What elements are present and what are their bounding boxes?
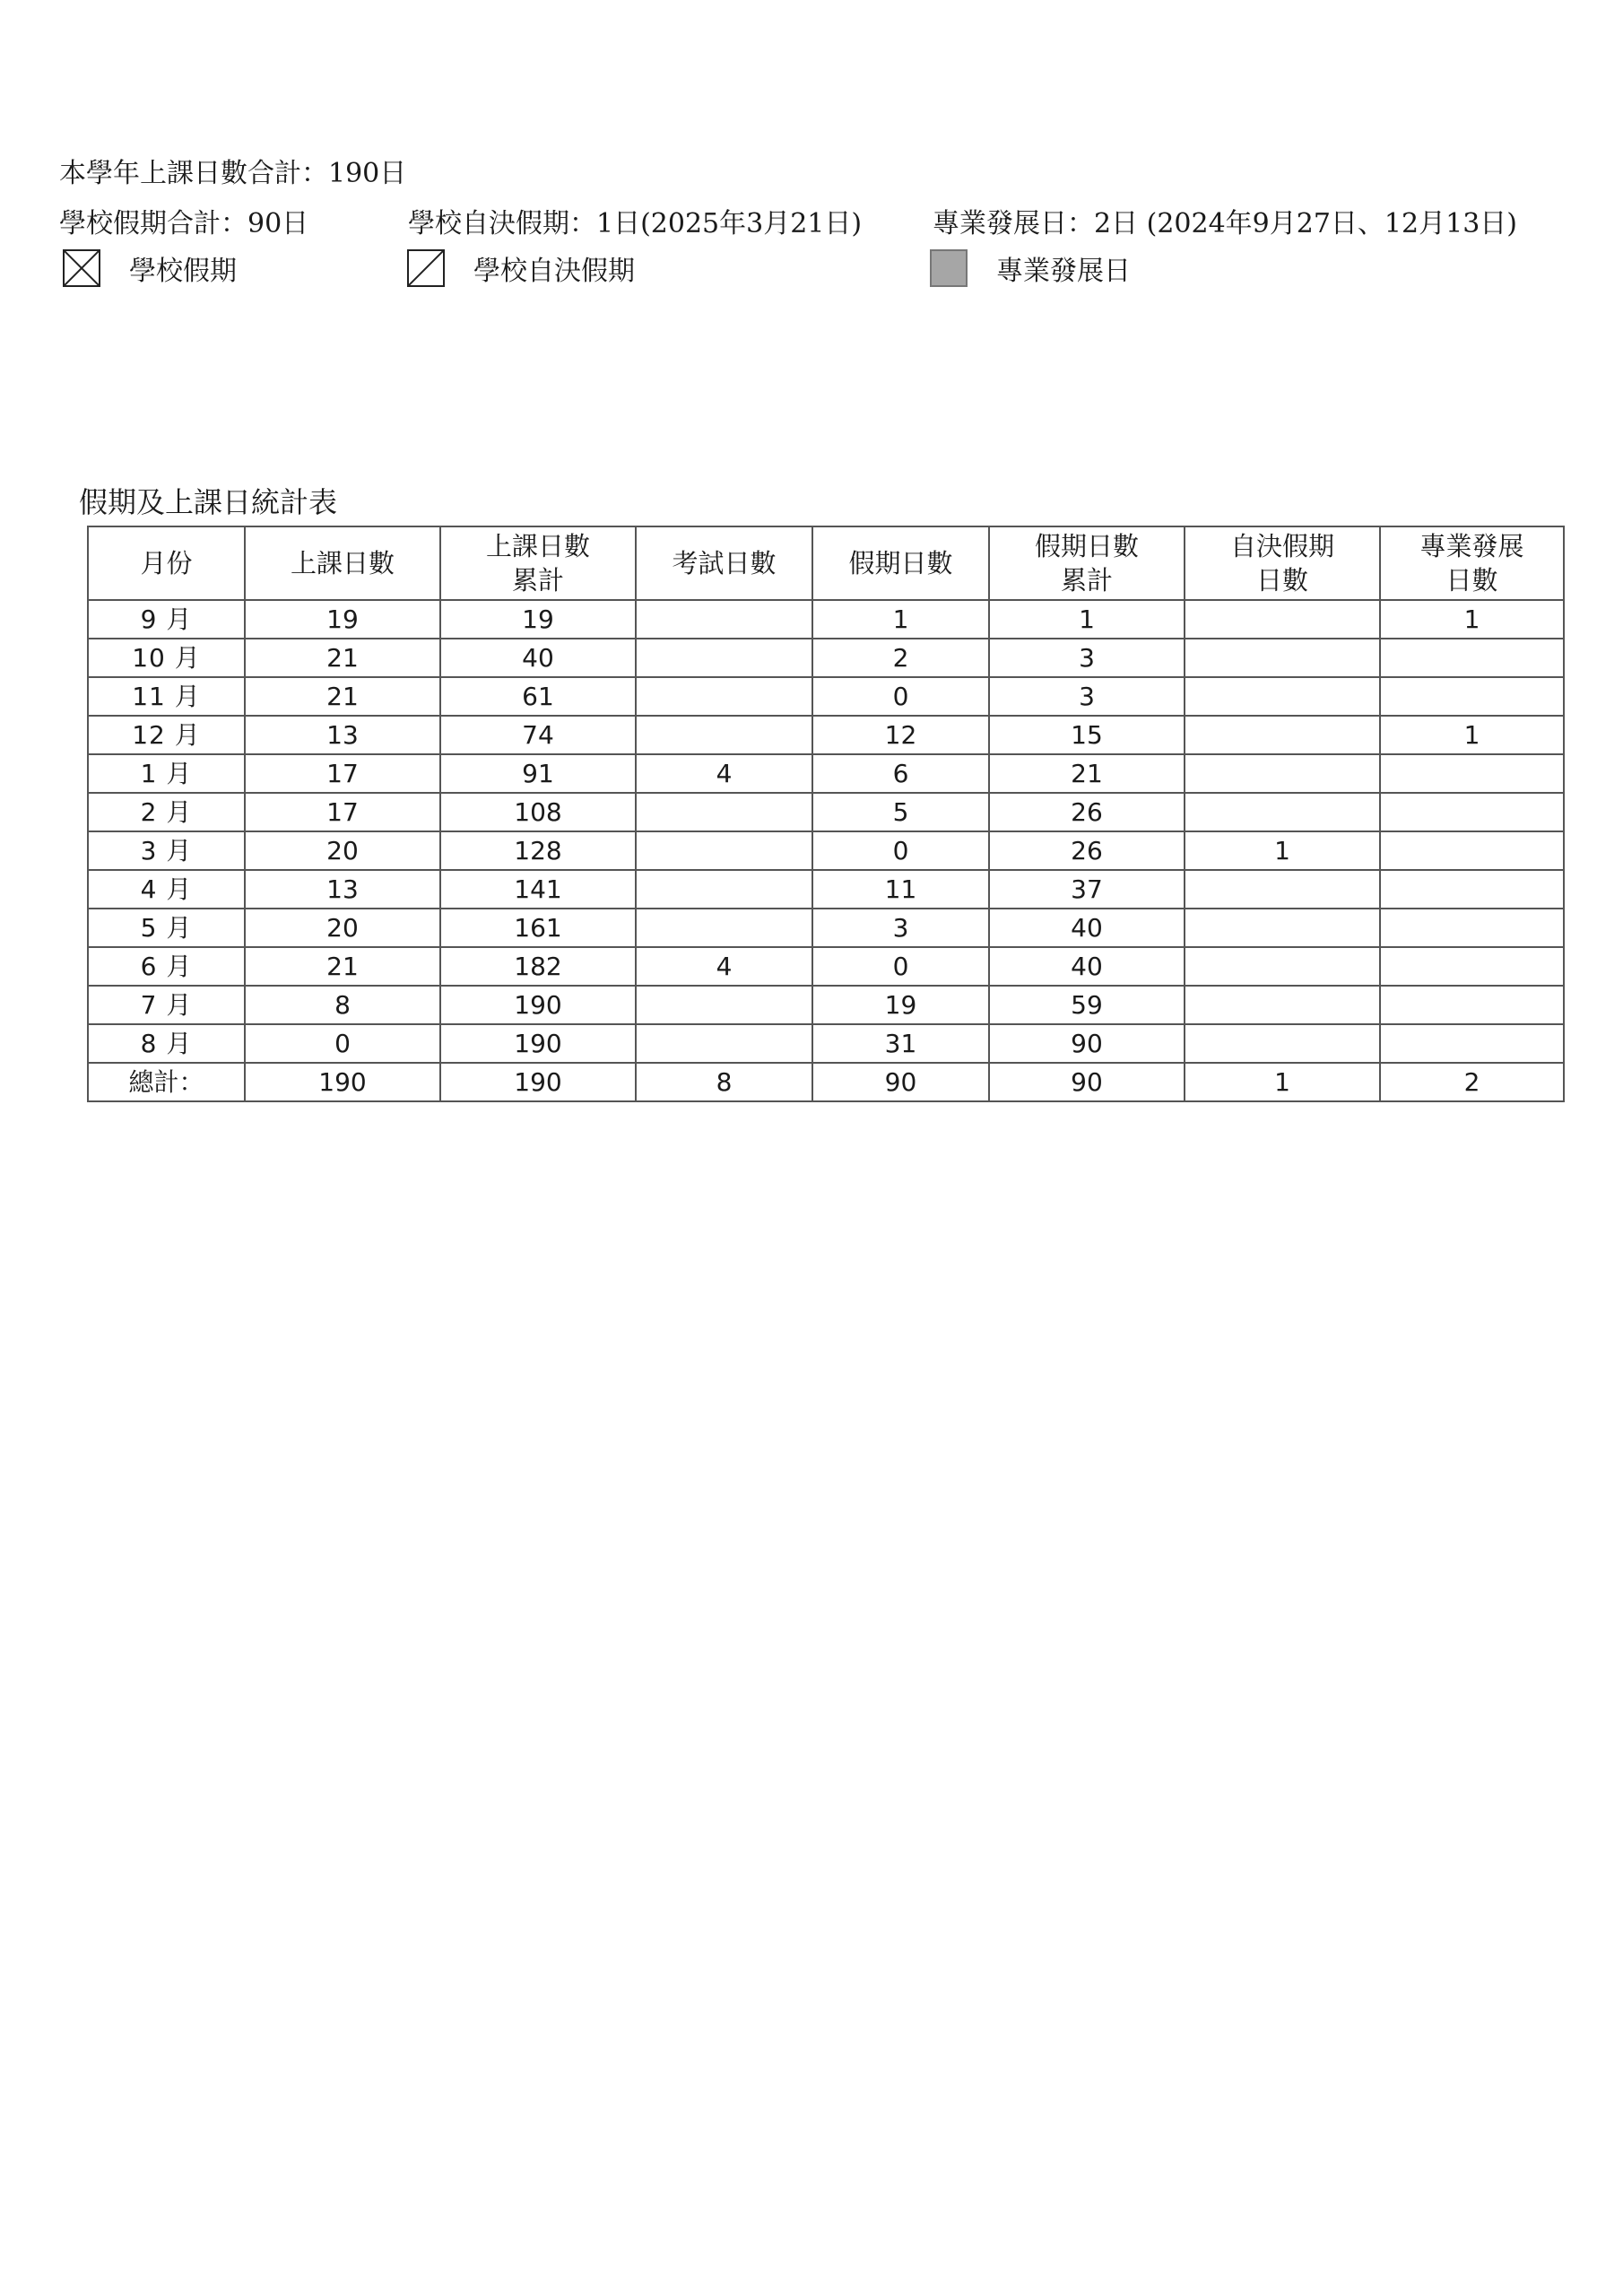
table-cell-month: 2 月	[88, 793, 245, 831]
column-header-school-days	[245, 526, 440, 600]
table-cell-exam-days: 4	[636, 754, 812, 793]
holiday-school-day-stats-table	[87, 526, 1565, 1102]
table-cell-holiday-days-cumulative: 26	[989, 793, 1185, 831]
table-cell-holiday-days-cumulative: 3	[989, 677, 1185, 716]
legend-discretionary-holiday-label: 學校自決假期	[473, 256, 635, 287]
table-cell-holiday-days-cumulative: 26	[989, 831, 1185, 870]
table-cell-pd-days	[1380, 947, 1564, 986]
table-header-row	[88, 526, 1564, 600]
total-cell-exam-days: 8	[636, 1063, 812, 1101]
table-total-row	[88, 1063, 1564, 1101]
table-cell-month: 10 月	[88, 639, 245, 677]
table-cell-holiday-days: 31	[812, 1024, 989, 1063]
table-cell-school-days-cumulative: 40	[440, 639, 636, 677]
table-cell-exam-days	[636, 793, 812, 831]
legend-discretionary-holiday	[407, 248, 635, 289]
table-cell-holiday-days-cumulative: 59	[989, 986, 1185, 1024]
table-cell-school-days-cumulative: 91	[440, 754, 636, 793]
column-header-line: 日數	[1255, 565, 1308, 596]
table-row	[88, 716, 1564, 754]
column-header-month	[88, 526, 245, 600]
table-cell-holiday-days: 0	[812, 831, 989, 870]
table-cell-month: 8 月	[88, 1024, 245, 1063]
table-row	[88, 677, 1564, 716]
table-cell-school-days: 17	[245, 754, 440, 793]
table-cell-exam-days	[636, 831, 812, 870]
table-cell-exam-days	[636, 716, 812, 754]
professional-development-total: 專業發展日：2日 (2024年9月27日、12月13日)	[933, 208, 1517, 239]
table-cell-holiday-days: 5	[812, 793, 989, 831]
table-row	[88, 986, 1564, 1024]
table-cell-school-days: 17	[245, 793, 440, 831]
column-header-line: 日數	[1445, 565, 1498, 596]
table-cell-exam-days	[636, 986, 812, 1024]
table-cell-month: 1 月	[88, 754, 245, 793]
table-cell-month: 5 月	[88, 909, 245, 947]
column-header-line: 上課日數	[485, 531, 590, 561]
table-cell-school-days: 0	[245, 1024, 440, 1063]
table-cell-discretionary-days	[1185, 639, 1380, 677]
column-header-pd-days	[1380, 526, 1564, 600]
total-cell-month: 總計：	[88, 1063, 245, 1101]
table-cell-discretionary-days	[1185, 909, 1380, 947]
table-cell-holiday-days-cumulative: 90	[989, 1024, 1185, 1063]
grey-box-icon	[930, 249, 968, 287]
total-cell-school-days-cumulative: 190	[440, 1063, 636, 1101]
column-header-discretionary-days	[1185, 526, 1380, 600]
table-cell-holiday-days: 12	[812, 716, 989, 754]
table-cell-exam-days	[636, 639, 812, 677]
column-header-line: 自決假期	[1229, 531, 1334, 561]
total-cell-holiday-days: 90	[812, 1063, 989, 1101]
table-cell-discretionary-days	[1185, 870, 1380, 909]
table-cell-holiday-days-cumulative: 21	[989, 754, 1185, 793]
table-cell-month: 4 月	[88, 870, 245, 909]
legend-school-holiday-label: 學校假期	[129, 256, 237, 287]
table-row	[88, 754, 1564, 793]
table-cell-discretionary-days	[1185, 677, 1380, 716]
table-cell-exam-days	[636, 677, 812, 716]
table-cell-holiday-days: 0	[812, 677, 989, 716]
table-cell-school-days-cumulative: 182	[440, 947, 636, 986]
table-cell-school-days-cumulative: 19	[440, 600, 636, 639]
column-header-line: 考試日數	[672, 548, 777, 578]
table-cell-discretionary-days	[1185, 793, 1380, 831]
table-cell-exam-days	[636, 600, 812, 639]
table-cell-discretionary-days	[1185, 716, 1380, 754]
table-cell-holiday-days: 3	[812, 909, 989, 947]
table-cell-holiday-days-cumulative: 40	[989, 947, 1185, 986]
table-cell-pd-days	[1380, 754, 1564, 793]
table-cell-pd-days	[1380, 870, 1564, 909]
table-cell-holiday-days-cumulative: 3	[989, 639, 1185, 677]
table-row	[88, 1024, 1564, 1063]
legend-professional-development	[930, 248, 1131, 289]
table-cell-school-days-cumulative: 61	[440, 677, 636, 716]
table-cell-school-days: 21	[245, 947, 440, 986]
table-cell-holiday-days-cumulative: 1	[989, 600, 1185, 639]
table-cell-pd-days	[1380, 677, 1564, 716]
table-cell-school-days: 20	[245, 909, 440, 947]
discretionary-holiday-total: 學校自決假期：1日(2025年3月21日)	[408, 208, 863, 239]
table-cell-pd-days	[1380, 639, 1564, 677]
table-cell-pd-days	[1380, 793, 1564, 831]
table-cell-month: 6 月	[88, 947, 245, 986]
table-row	[88, 793, 1564, 831]
slashed-box-icon	[407, 249, 445, 287]
table-cell-exam-days	[636, 1024, 812, 1063]
table-cell-discretionary-days	[1185, 754, 1380, 793]
table-cell-discretionary-days	[1185, 1024, 1380, 1063]
table-cell-school-days-cumulative: 108	[440, 793, 636, 831]
column-header-line: 假期日數	[1034, 531, 1139, 561]
column-header-line: 月份	[140, 548, 193, 578]
school-holidays-total: 學校假期合計：90日	[59, 208, 309, 239]
table-cell-school-days-cumulative: 128	[440, 831, 636, 870]
column-header-line: 累計	[1060, 565, 1113, 596]
table-cell-school-days: 21	[245, 639, 440, 677]
column-header-line: 上課日數	[290, 548, 395, 578]
table-cell-holiday-days: 6	[812, 754, 989, 793]
table-cell-school-days: 13	[245, 716, 440, 754]
table-cell-school-days: 21	[245, 677, 440, 716]
table-cell-month: 3 月	[88, 831, 245, 870]
table-cell-pd-days	[1380, 1024, 1564, 1063]
table-cell-exam-days	[636, 870, 812, 909]
table-cell-pd-days	[1380, 909, 1564, 947]
table-cell-school-days: 8	[245, 986, 440, 1024]
table-cell-school-days: 13	[245, 870, 440, 909]
table-cell-school-days: 20	[245, 831, 440, 870]
table-cell-discretionary-days	[1185, 600, 1380, 639]
column-header-holiday-days-cumulative	[989, 526, 1185, 600]
table-row	[88, 639, 1564, 677]
table-cell-school-days-cumulative: 190	[440, 1024, 636, 1063]
table-cell-pd-days: 1	[1380, 600, 1564, 639]
table-cell-holiday-days-cumulative: 37	[989, 870, 1185, 909]
table-cell-holiday-days: 0	[812, 947, 989, 986]
table-row	[88, 947, 1564, 986]
table-cell-school-days-cumulative: 161	[440, 909, 636, 947]
column-header-holiday-days	[812, 526, 989, 600]
total-cell-holiday-days-cumulative: 90	[989, 1063, 1185, 1101]
table-cell-holiday-days: 1	[812, 600, 989, 639]
table-cell-school-days: 19	[245, 600, 440, 639]
column-header-line: 專業發展	[1419, 531, 1524, 561]
table-cell-month: 12 月	[88, 716, 245, 754]
table-cell-holiday-days: 2	[812, 639, 989, 677]
total-cell-pd-days: 2	[1380, 1063, 1564, 1101]
column-header-line: 假期日數	[848, 548, 953, 578]
table-cell-school-days-cumulative: 141	[440, 870, 636, 909]
table-title: 假期及上課日統計表	[79, 485, 338, 519]
table-row	[88, 909, 1564, 947]
table-cell-month: 7 月	[88, 986, 245, 1024]
table-cell-discretionary-days: 1	[1185, 831, 1380, 870]
table-cell-pd-days	[1380, 831, 1564, 870]
table-cell-exam-days	[636, 909, 812, 947]
legend-professional-development-label: 專業發展日	[996, 256, 1131, 287]
total-cell-discretionary-days: 1	[1185, 1063, 1380, 1101]
column-header-exam-days	[636, 526, 812, 600]
table-cell-holiday-days-cumulative: 40	[989, 909, 1185, 947]
table-row	[88, 600, 1564, 639]
table-cell-discretionary-days	[1185, 986, 1380, 1024]
column-header-school-days-cumulative	[440, 526, 636, 600]
table-cell-month: 9 月	[88, 600, 245, 639]
table-cell-school-days-cumulative: 190	[440, 986, 636, 1024]
table-cell-exam-days: 4	[636, 947, 812, 986]
table-cell-pd-days: 1	[1380, 716, 1564, 754]
legend-school-holiday	[63, 248, 237, 289]
total-cell-school-days: 190	[245, 1063, 440, 1101]
total-school-days: 本學年上課日數合計：190日	[59, 158, 407, 189]
table-row	[88, 831, 1564, 870]
table-cell-holiday-days: 19	[812, 986, 989, 1024]
table-row	[88, 870, 1564, 909]
column-header-line: 累計	[511, 565, 564, 596]
table-cell-month: 11 月	[88, 677, 245, 716]
table-cell-school-days-cumulative: 74	[440, 716, 636, 754]
table-cell-pd-days	[1380, 986, 1564, 1024]
table-cell-holiday-days: 11	[812, 870, 989, 909]
table-cell-discretionary-days	[1185, 947, 1380, 986]
table-cell-holiday-days-cumulative: 15	[989, 716, 1185, 754]
crossed-box-icon	[63, 249, 100, 287]
